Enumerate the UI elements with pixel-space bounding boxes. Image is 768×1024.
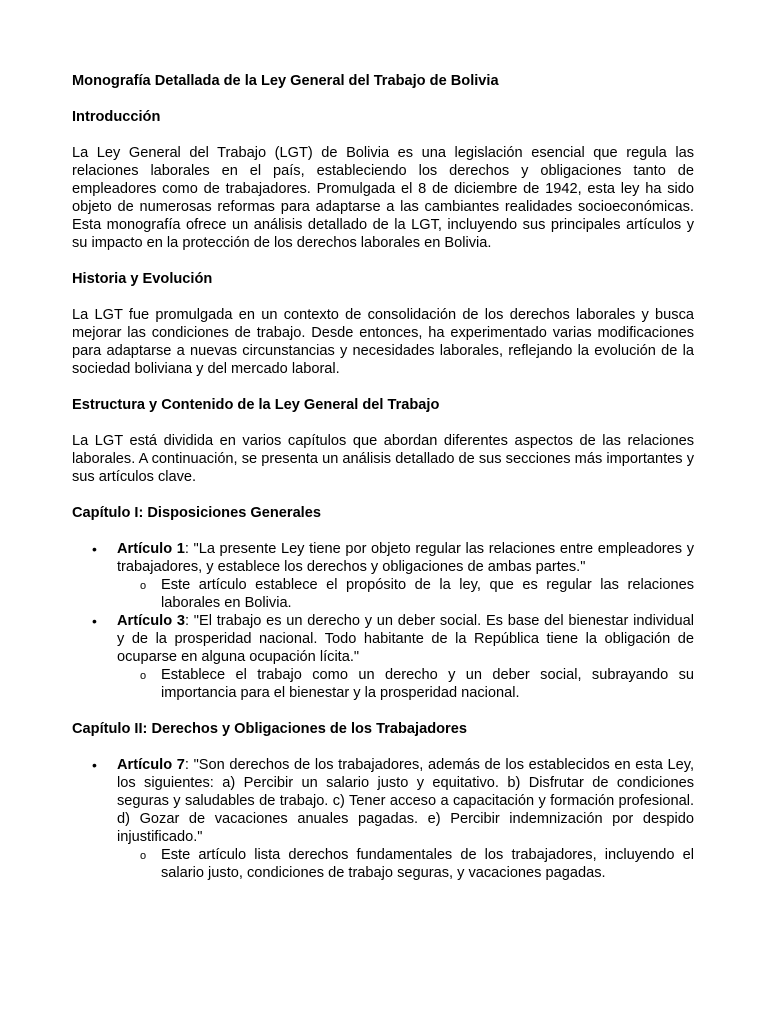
bullet-icon: • [92,757,97,773]
article-name: Artículo 1 [117,541,185,557]
introduction-paragraph: La Ley General del Trabajo (LGT) de Bolivia es una legislación esencial que regula las relaciones laborales en el país, estableciendo los derechos y obligaciones tanto de empleadores como de trabajadores. Promulgada el 8 de diciembre de 1942, esta ley ha sido objeto de numerosas reformas para adaptarse a las cambiantes realidades socioeconómicas. Esta monografía ofrece un análisis detallado de la LGT, incluyendo sus principales artículos y su impacto en la protección de los derechos laborales en Bolivia. [72,145,694,251]
article-note-text: Establece el trabajo como un derecho y un deber social, subrayando su importancia para el bienestar y la prosperidad nacional. [161,667,694,701]
sub-bullet-icon: o [140,670,147,682]
sub-bullet-icon: o [140,580,147,592]
section-heading-structure: Estructura y Contenido de la Ley General del Trabajo [72,397,440,413]
chapter-2-article-list [72,756,694,882]
chapter-1-article-list [72,540,694,702]
document-title: Monografía Detallada de la Ley General del Trabajo de Bolivia [72,73,499,89]
chapter-1-heading: Capítulo I: Disposiciones Generales [72,505,321,521]
article-text: : "Son derechos de los trabajadores, además de los establecidos en esta Ley, los siguientes: a) Percibir un salario justo y equitativo. b) Disfrutar de condiciones seguras y saludables de trabajo. c) Tener acceso a capacitación y formación profesional. d) Gozar de vacaciones anuales pagadas. e) Percibir indemnización por despido injustificado." [117,757,695,845]
article-name: Artículo 3 [117,613,185,629]
article-note [117,666,694,702]
article-note-text: Este artículo lista derechos fundamentales de los trabajadores, incluyendo el salario justo, condiciones de trabajo seguras, y vacaciones pagadas. [161,847,694,881]
sub-bullet-icon: o [140,850,147,862]
article-note [117,846,694,882]
structure-paragraph: La LGT está dividida en varios capítulos que abordan diferentes aspectos de las relaciones laborales. A continuación, se presenta un análisis detallado de sus secciones más importantes y sus artículos clave. [72,433,694,485]
history-paragraph: La LGT fue promulgada en un contexto de consolidación de los derechos laborales y busca mejorar las condiciones de trabajo. Desde entonces, ha experimentado varias modificaciones para adaptarse a nuevas circunstancias y necesidades laborales, reflejando la evolución de la sociedad boliviana y del mercado laboral. [72,307,694,377]
article-list-item [72,540,694,612]
article-note [117,576,694,612]
bullet-icon: • [92,541,97,557]
article-text: : "El trabajo es un derecho y un deber social. Es base del bienestar individual y de la prosperidad nacional. Todo habitante de la República tiene la obligación de ocuparse en alguna ocupación lícita." [117,613,694,665]
article-note-text: Este artículo establece el propósito de la ley, que es regular las relaciones laborales en Bolivia. [161,577,694,611]
section-heading-introduction: Introducción [72,109,161,125]
chapter-2-heading: Capítulo II: Derechos y Obligaciones de los Trabajadores [72,721,467,737]
article-list-item [72,612,694,702]
article-list-item [72,756,694,882]
article-text: : "La presente Ley tiene por objeto regular las relaciones entre empleadores y trabajadores, y establece los derechos y obligaciones de ambas partes." [117,541,694,575]
article-notes [117,846,694,882]
article-notes [117,666,694,702]
article-notes [117,576,694,612]
section-heading-history: Historia y Evolución [72,271,213,287]
article-name: Artículo 7 [117,757,185,773]
bullet-icon: • [92,613,97,629]
